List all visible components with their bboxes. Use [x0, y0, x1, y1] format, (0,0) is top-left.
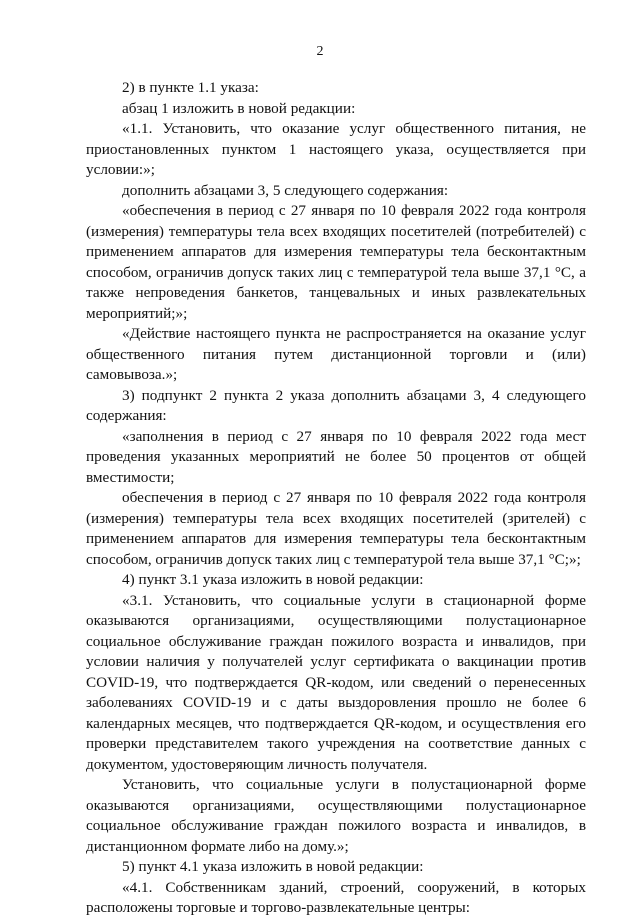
paragraph-quote-1-1: «1.1. Установить, что оказание услуг общественного питания, не приостановленных пунктом 1 настоящего указа, осуществляется при условии:»;: [86, 120, 586, 178]
paragraph-item-5-header: 5) пункт 4.1 указа изложить в новой редакции:: [122, 858, 424, 875]
document-body: [86, 78, 586, 919]
paragraph-item-2-header: 2) в пункте 1.1 указа:: [122, 79, 259, 96]
paragraph-item-4-header: 4) пункт 3.1 указа изложить в новой редакции:: [122, 571, 424, 588]
paragraph-dopolnit: дополнить абзацами 3, 5 следующего содержания:: [122, 181, 449, 199]
paragraph-quote-occupancy: «заполнения в период с 27 января по 10 февраля 2022 года мест проведения указанных мероприятий не более 50 процентов от общей вместимости;: [86, 427, 586, 486]
paragraph-quote-exception: «Действие настоящего пункта не распространяется на оказание услуг общественного питания путем дистанционной торговли и (или) самовывоза.»;: [86, 325, 586, 383]
paragraph-quote-3-1: «3.1. Установить, что социальные услуги в стационарной форме оказываются организациями, осуществляющими полустационарное социальное обслуживание граждан пожилого возраста и инвалидов, при условии наличия у получателей услуг сертификата о вакцинации против COVID-19, что подтверждается QR-кодом, или сведений о перенесенных заболеваниях COVID-19 и с даты выздоровления прошло не более 6 календарных месяцев, что подтверждается QR-кодом, и осуществления его проверки представителем такого учреждения на соответствие данных с документом, удостоверяющим личность получателя.: [86, 591, 586, 773]
paragraph-quote-temperature: «обеспечения в период с 27 января по 10 февраля 2022 года контроля (измерения) температуры тела всех входящих посетителей (потребителей) с применением аппаратов для измерения температуры тела бесконтактным способом, ограничив допуск таких лиц с температурой тела выше 37,1 °С, а также непроведения банкетов, танцевальных и иных развлекательных мероприятий;»;: [86, 202, 586, 322]
paragraph-temperature-spectators: обеспечения в период с 27 января по 10 февраля 2022 года контроля (измерения) температуры тела всех входящих посетителей (зрителей) с применением аппаратов для измерения температуры тела бесконтактным способом, ограничив допуск таких лиц с температурой тела выше 37,1 °С;»;: [86, 489, 586, 568]
paragraph-quote-4-1: «4.1. Собственникам зданий, строений, сооружений, в которых расположены торговые и торгово-развлекательные центры:: [86, 878, 586, 916]
paragraph-abzac-1: абзац 1 изложить в новой редакции:: [122, 99, 356, 117]
page-number: 2: [316, 44, 324, 59]
paragraph-item-3-header: 3) подпункт 2 пункта 2 указа дополнить абзацами 3, 4 следующего содержания:: [86, 386, 586, 424]
paragraph-semi-stationary: Установить, что социальные услуги в полустационарной форме оказываются организациями, осуществляющими полустационарное социальное обслуживание граждан пожилого возраста и инвалидов, в дистанционном формате либо на дому.»;: [86, 776, 586, 855]
